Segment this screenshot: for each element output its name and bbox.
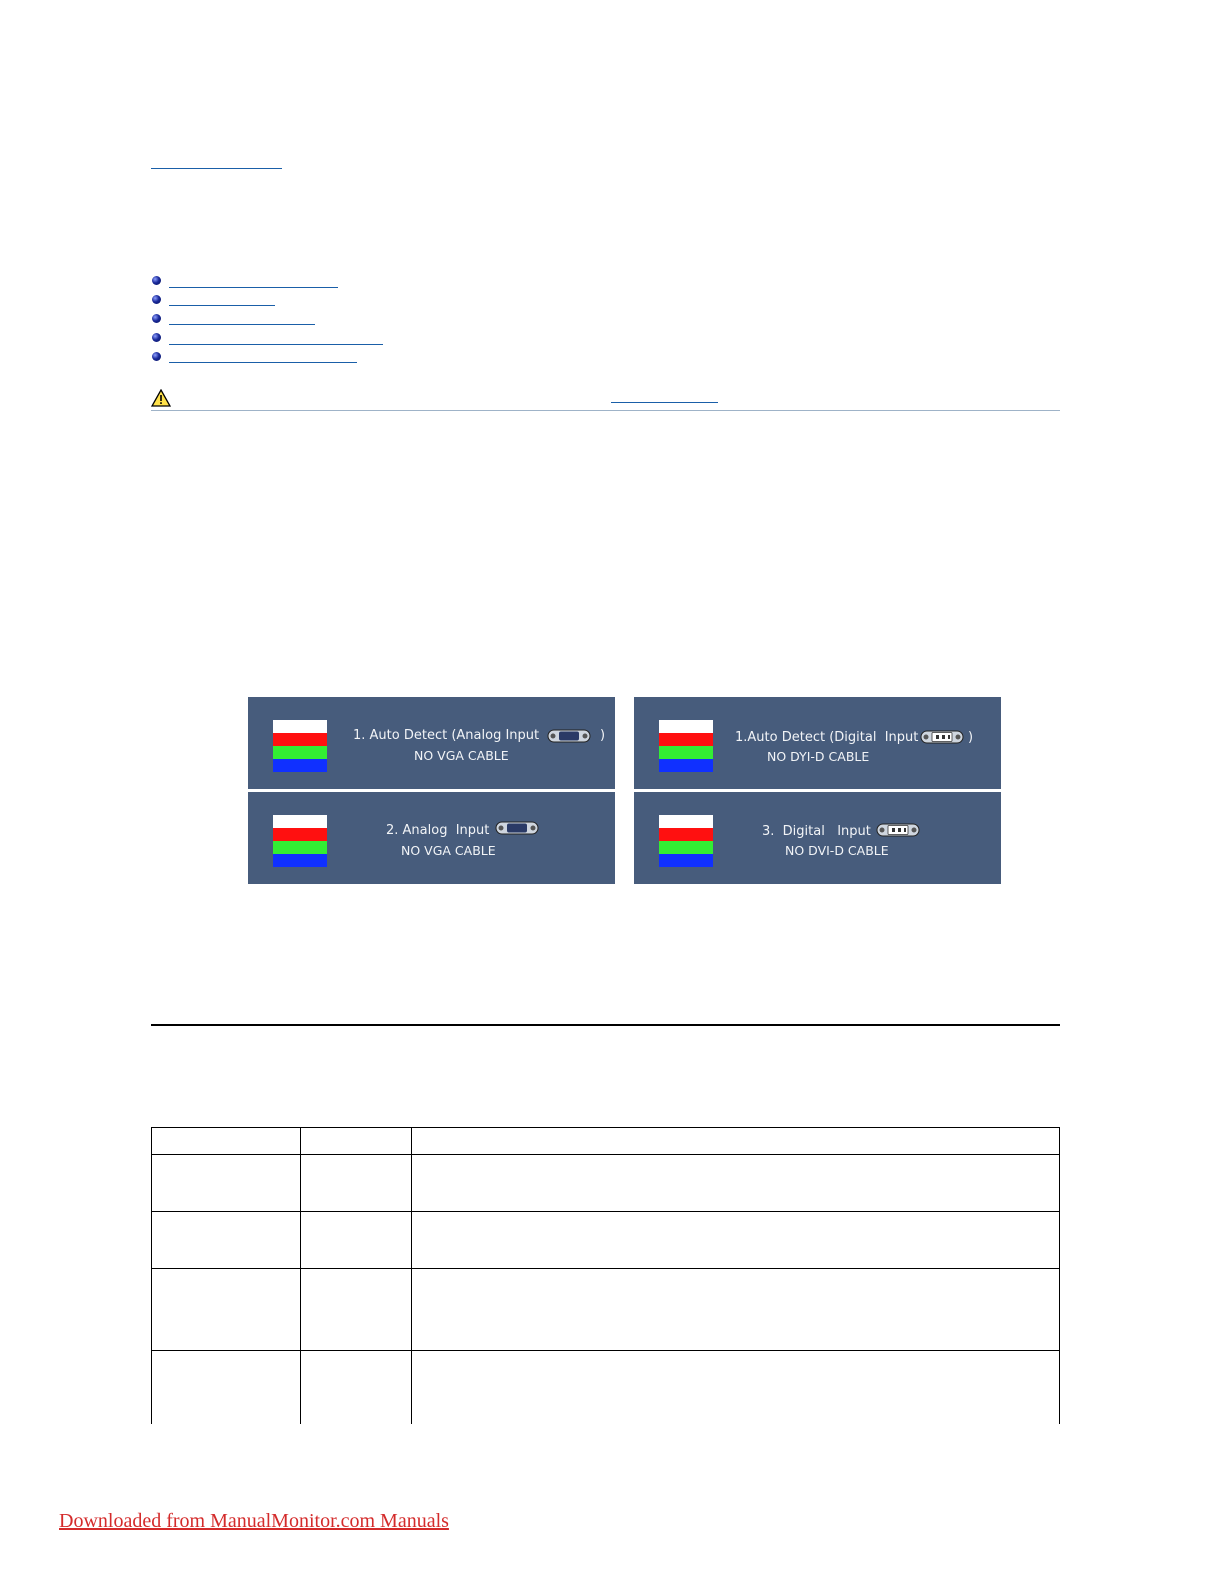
table-cell (301, 1128, 412, 1155)
bullet-icon (152, 314, 161, 323)
table-cell (152, 1128, 301, 1155)
table-cell (152, 1351, 301, 1424)
bullet-icon (152, 295, 161, 304)
table-row (152, 1155, 1060, 1212)
table-cell (301, 1155, 412, 1212)
troubleshooting-table (151, 1127, 1060, 1424)
dvi-connector-icon (876, 822, 920, 838)
color-bars (273, 720, 327, 772)
osd-message-subtitle: NO DVI-D CABLE (785, 843, 889, 858)
toc-link-3[interactable] (169, 324, 315, 325)
back-link[interactable] (151, 168, 282, 169)
table-cell (152, 1269, 301, 1351)
osd-message-title: 3. Digital Input (762, 824, 871, 839)
table-cell (301, 1269, 412, 1351)
table-cell (412, 1351, 1060, 1424)
table-cell (412, 1155, 1060, 1212)
toc-link-1[interactable] (169, 287, 338, 288)
table-row (152, 1351, 1060, 1424)
osd-message-subtitle: NO DYI-D CABLE (767, 749, 870, 764)
dvi-connector-icon (920, 729, 964, 745)
table-row (152, 1212, 1060, 1269)
section-rule (151, 1024, 1060, 1026)
table-cell (412, 1269, 1060, 1351)
table-cell (412, 1212, 1060, 1269)
osd-message-title: 1.Auto Detect (Digital Input (735, 730, 919, 745)
osd-message-title: 1. Auto Detect (Analog Input (353, 728, 540, 743)
osd-panel-auto-detect-digital (634, 697, 1001, 789)
osd-close-paren: ) (600, 728, 606, 743)
table-row (152, 1269, 1060, 1351)
bullet-icon (152, 352, 161, 361)
footer-download-link[interactable]: Downloaded from ManualMonitor.com Manuals (59, 1510, 449, 1532)
color-bars (273, 815, 327, 867)
section-divider (151, 410, 1060, 411)
color-bars (659, 815, 713, 867)
osd-panel-analog-input (248, 792, 615, 884)
table-header-row (152, 1128, 1060, 1155)
osd-close-paren: ) (968, 730, 974, 745)
vga-connector-icon (495, 820, 539, 836)
vga-connector-icon (547, 728, 591, 744)
toc-link-5[interactable] (169, 362, 357, 363)
osd-message-title: 2. Analog Input (386, 823, 490, 838)
osd-panel-auto-detect-analog (248, 697, 615, 789)
caution-icon (151, 389, 171, 407)
bullet-icon (152, 276, 161, 285)
toc-link-4[interactable] (169, 344, 383, 345)
caution-link[interactable] (611, 402, 718, 403)
toc-link-2[interactable] (169, 305, 275, 306)
bullet-icon (152, 333, 161, 342)
osd-message-subtitle: NO VGA CABLE (401, 843, 496, 858)
table-cell (301, 1351, 412, 1424)
table-cell (301, 1212, 412, 1269)
osd-panel-digital-input (634, 792, 1001, 884)
table-cell (152, 1212, 301, 1269)
table-cell (152, 1155, 301, 1212)
color-bars (659, 720, 713, 772)
table-cell (412, 1128, 1060, 1155)
osd-message-subtitle: NO VGA CABLE (414, 748, 509, 763)
